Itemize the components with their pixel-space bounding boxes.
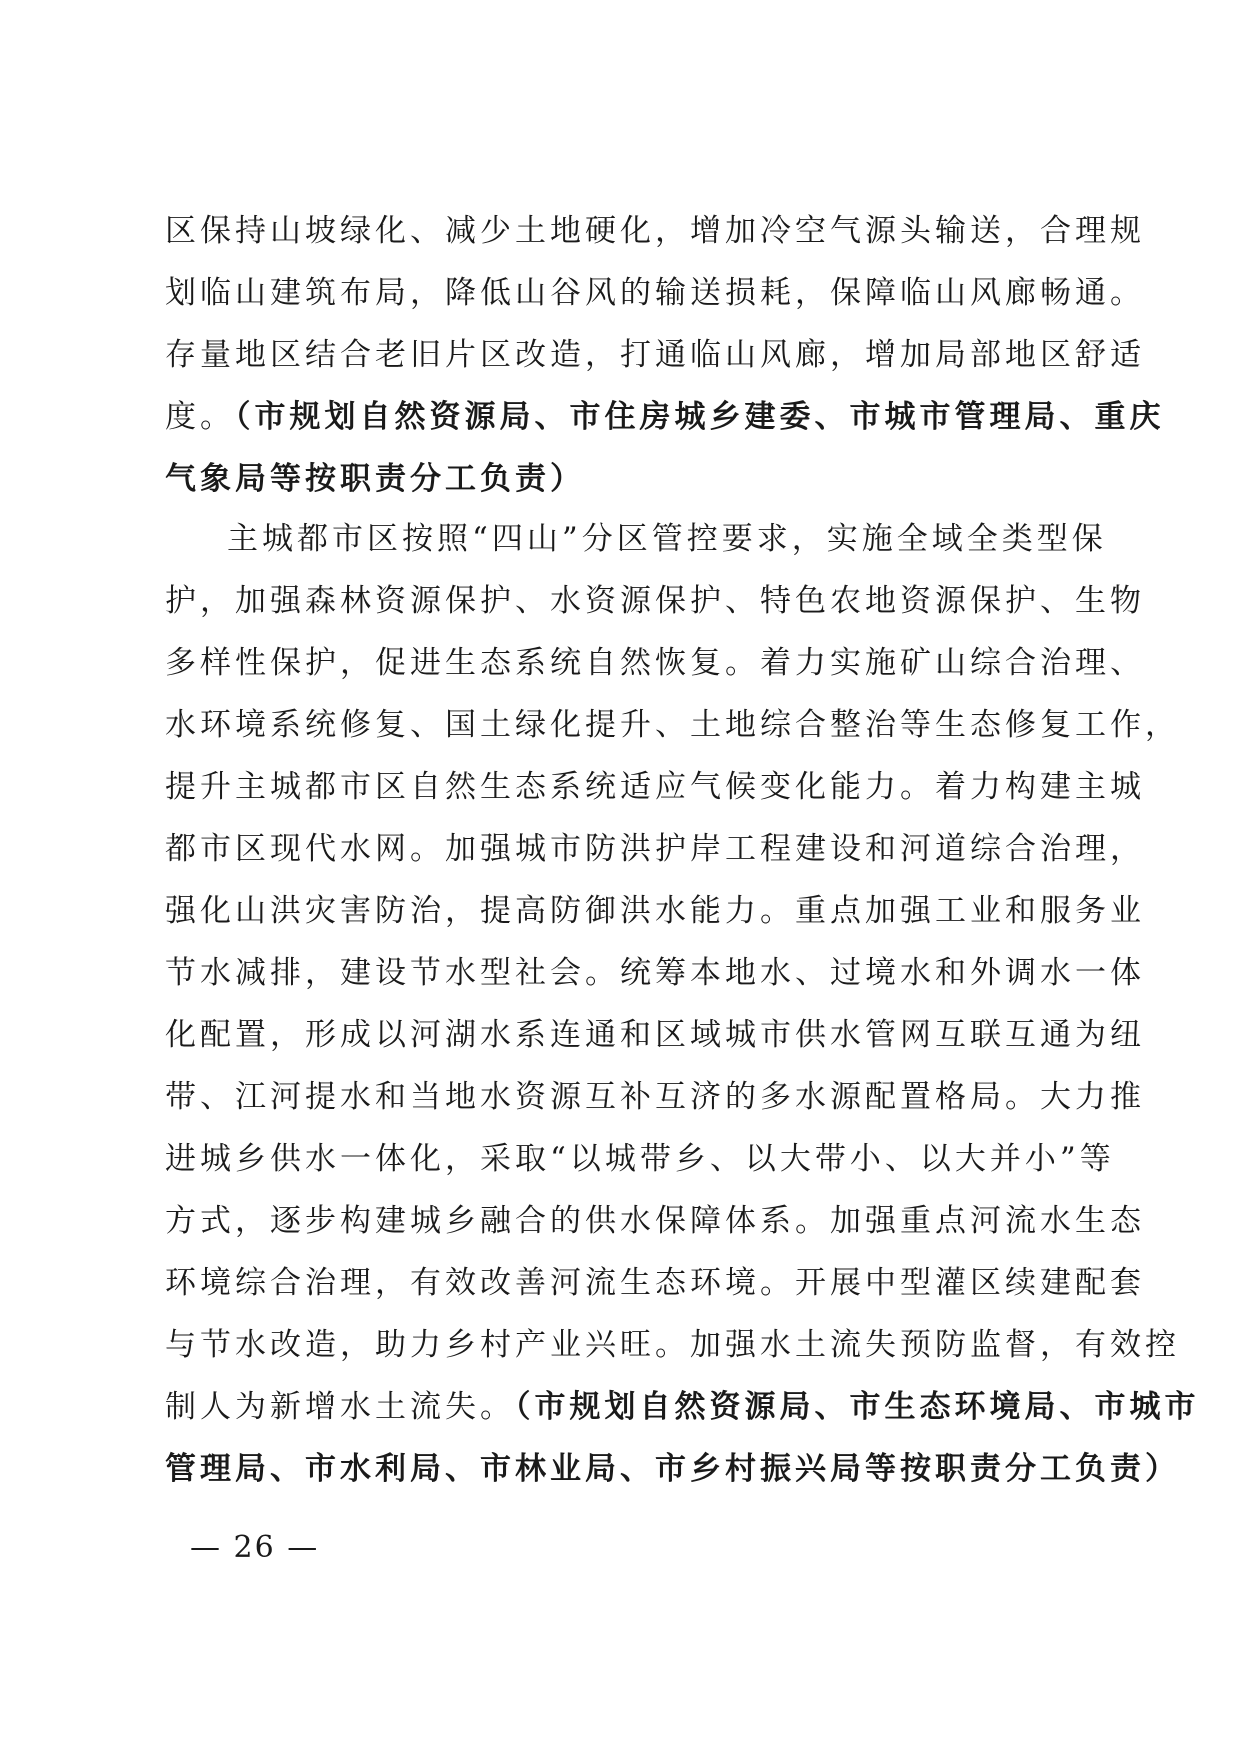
body-line-5 [165,448,1085,510]
line-text: 护，加强森林资源保护、水资源保护、特色农地资源保护、生物 [165,583,1145,619]
body-line-8 [165,632,1145,694]
body-line-9 [165,694,1180,756]
body-line-15 [165,1066,1145,1128]
line-text: 节水减排，建设节水型社会。统筹本地水、过境水和外调水一体 [165,955,1145,991]
body-line-7 [165,570,1145,632]
line-text: 进城乡供水一体化，采取“以城带乡、以大带小、以大并小”等 [165,1141,1115,1177]
line-text: 带、江河提水和当地水资源互补互济的多水源配置格局。大力推 [165,1079,1145,1115]
body-line-20 [165,1376,1200,1438]
body-line-11 [165,818,1145,880]
line-text: 水环境系统修复、国土绿化提升、土地综合整治等生态修复工作， [165,707,1180,743]
line-text: 与节水改造，助力乡村产业兴旺。加强水土流失预防监督，有效控 [165,1327,1180,1363]
line-text: 区保持山坡绿化、减少土地硬化，增加冷空气源头输送，合理规 [165,213,1145,249]
line-text: 强化山洪灾害防治，提高防御洪水能力。重点加强工业和服务业 [165,893,1145,929]
body-line-16 [165,1128,1115,1190]
body-line-17 [165,1190,1145,1252]
body-line-19 [165,1314,1180,1376]
body-line-14 [165,1004,1145,1066]
line-text: 都市区现代水网。加强城市防洪护岸工程建设和河道综合治理， [165,831,1145,867]
body-line-3 [165,324,1145,386]
line-text: 制人为新增水土流失。 [165,1389,515,1425]
responsibility-note: （市规划自然资源局、市住房城乡建委、市城市管理局、重庆 [235,399,1165,435]
responsibility-note: 气象局等按职责分工负责） [165,461,585,497]
line-text: 划临山建筑布局，降低山谷风的输送损耗，保障临山风廊畅通。 [165,275,1145,311]
body-line-10 [165,756,1145,818]
page-number: — 26 — [190,1530,320,1565]
responsibility-note: （市规划自然资源局、市生态环境局、市城市 [515,1389,1200,1425]
line-text: 化配置，形成以河湖水系连通和区域城市供水管网互联互通为纽 [165,1017,1145,1053]
body-line-2 [165,262,1145,324]
line-text: 主城都市区按照“四山”分区管控要求，实施全域全类型保 [227,521,1107,557]
body-line-4 [165,386,1165,448]
line-text: 度。 [165,399,235,435]
line-text: 多样性保护，促进生态系统自然恢复。着力实施矿山综合治理、 [165,645,1145,681]
line-text: 提升主城都市区自然生态系统适应气候变化能力。着力构建主城 [165,769,1145,805]
paragraph-first-line [227,508,1107,570]
body-line-1 [165,200,1145,262]
responsibility-note: 管理局、市水利局、市林业局、市乡村振兴局等按职责分工负责） [165,1451,1180,1487]
line-text: 环境综合治理，有效改善河流生态环境。开展中型灌区续建配套 [165,1265,1145,1301]
body-line-12 [165,880,1145,942]
body-line-13 [165,942,1145,1004]
body-line-21 [165,1438,1180,1500]
line-text: 存量地区结合老旧片区改造，打通临山风廊，增加局部地区舒适 [165,337,1145,373]
body-line-18 [165,1252,1145,1314]
line-text: 方式，逐步构建城乡融合的供水保障体系。加强重点河流水生态 [165,1203,1145,1239]
